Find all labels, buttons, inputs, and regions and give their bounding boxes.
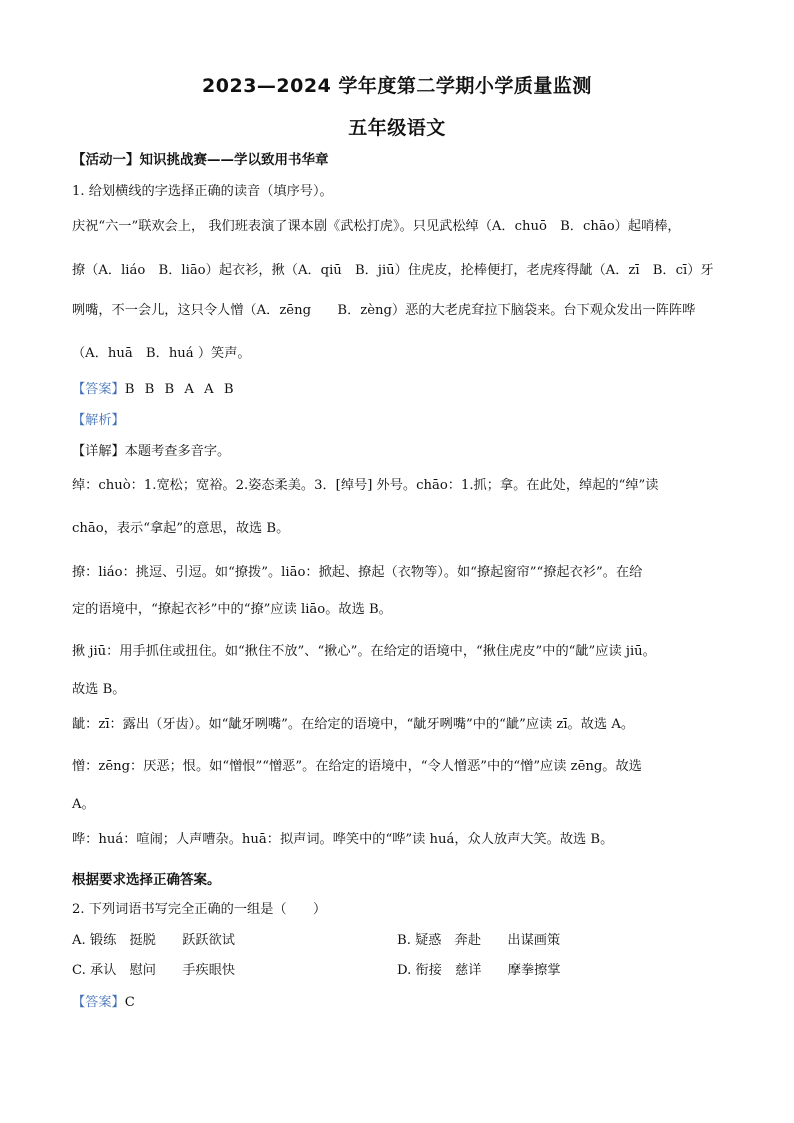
detail-line-8: 憎：zēng：厌恶；恨。如“憎恨”“憎恶”。在给定的语境中，“令人憎恶”中的“憎”应读 zēng。故选 (72, 759, 642, 774)
analysis-label: 【解析】 (72, 413, 125, 428)
detail-line-4: 定的语境中，“撩起衣衫”中的“撩”应读 liāo。故选 B。 (72, 602, 392, 617)
detail-line-9: A。 (72, 797, 95, 812)
option-a: A. 锻练 挺脱 跃跃欲试 (72, 933, 235, 948)
section-heading-choose: 根据要求选择正确答案。 (72, 872, 221, 888)
detail-line-7: 龇：zī：露出（牙齿）。如“龇牙咧嘴”。在给定的语境中，“龇牙咧嘴”中的“龇”应读 zī。故选 A。 (72, 717, 635, 732)
detail-intro-line (72, 443, 724, 461)
detail-label: 【详解】 (72, 444, 125, 459)
answer-label: 【答案】 (72, 382, 125, 397)
passage-line-1: 庆祝“六一”联欢会上， 我们班表演了课本剧《武松打虎》。只见武松绰（A．chuō B．chāo）起哨棒， (72, 219, 681, 234)
option-b: B. 疑惑 奔赴 出谋画策 (397, 933, 561, 948)
detail-line-5: 揪 jiū：用手抓住或扭住。如“揪住不放”、“揪心”。在给定的语境中，“揪住虎皮”中的“龇”应读 jiū。 (72, 644, 656, 659)
page-title: 2023—2024 学年度第二学期小学质量监测 (202, 75, 592, 97)
answer-label-2: 【答案】 (72, 995, 125, 1010)
question-2-answer (72, 994, 724, 1012)
question-1-prompt: 1. 给划横线的字选择正确的读音（填序号）。 (72, 184, 333, 199)
section-heading-activity-1: 【活动一】知识挑战赛——学以致用书华章 (72, 152, 329, 168)
question-1-answer (72, 381, 724, 399)
detail-line-3: 撩：liáo：挑逗、引逗。如“撩拨”。liāo：掀起、撩起（衣物等）。如“撩起窗帘”“撩起衣衫”。在给 (72, 565, 643, 580)
passage-line-2: 撩（A．liáo B．liāo）起衣衫，揪（A．qiū B．jiū）住虎皮，抡棒便打，老虎疼得龇（A．zī B．cī）牙 (72, 263, 714, 278)
option-c: C. 承认 慰问 手疾眼快 (72, 963, 236, 978)
detail-line-6: 故选 B。 (72, 682, 126, 697)
passage-line-4: （A．huā B．huá ）笑声。 (72, 346, 251, 361)
answer-value: B B B A A B (124, 382, 237, 397)
question-2-prompt: 2. 下列词语书写完全正确的一组是（ ） (72, 902, 327, 917)
detail-intro: 本题考查多音字。 (124, 444, 231, 459)
detail-line-1: 绰：chuò：1.宽松；宽裕。2.姿态柔美。3．[绰号] 外号。chāo：1.抓；拿。在此处，绰起的“绰”读 (72, 478, 659, 493)
option-d: D. 衔接 慈详 摩拳擦掌 (397, 963, 561, 978)
detail-line-10: 哗：huá：喧闹；人声嘈杂。huā：拟声词。哗笑中的“哗”读 huá，众人放声大笑。故选 B。 (72, 832, 614, 847)
answer-value-2: C (124, 995, 135, 1010)
passage-line-3: 咧嘴，不一会儿，这只令人憎（A．zēng B．zèng）恶的大老虎耷拉下脑袋来。台下观众发出一阵阵哗 (72, 303, 696, 318)
detail-line-2: chāo，表示“拿起”的意思，故选 B。 (72, 521, 290, 536)
page-subtitle: 五年级语文 (348, 117, 446, 139)
